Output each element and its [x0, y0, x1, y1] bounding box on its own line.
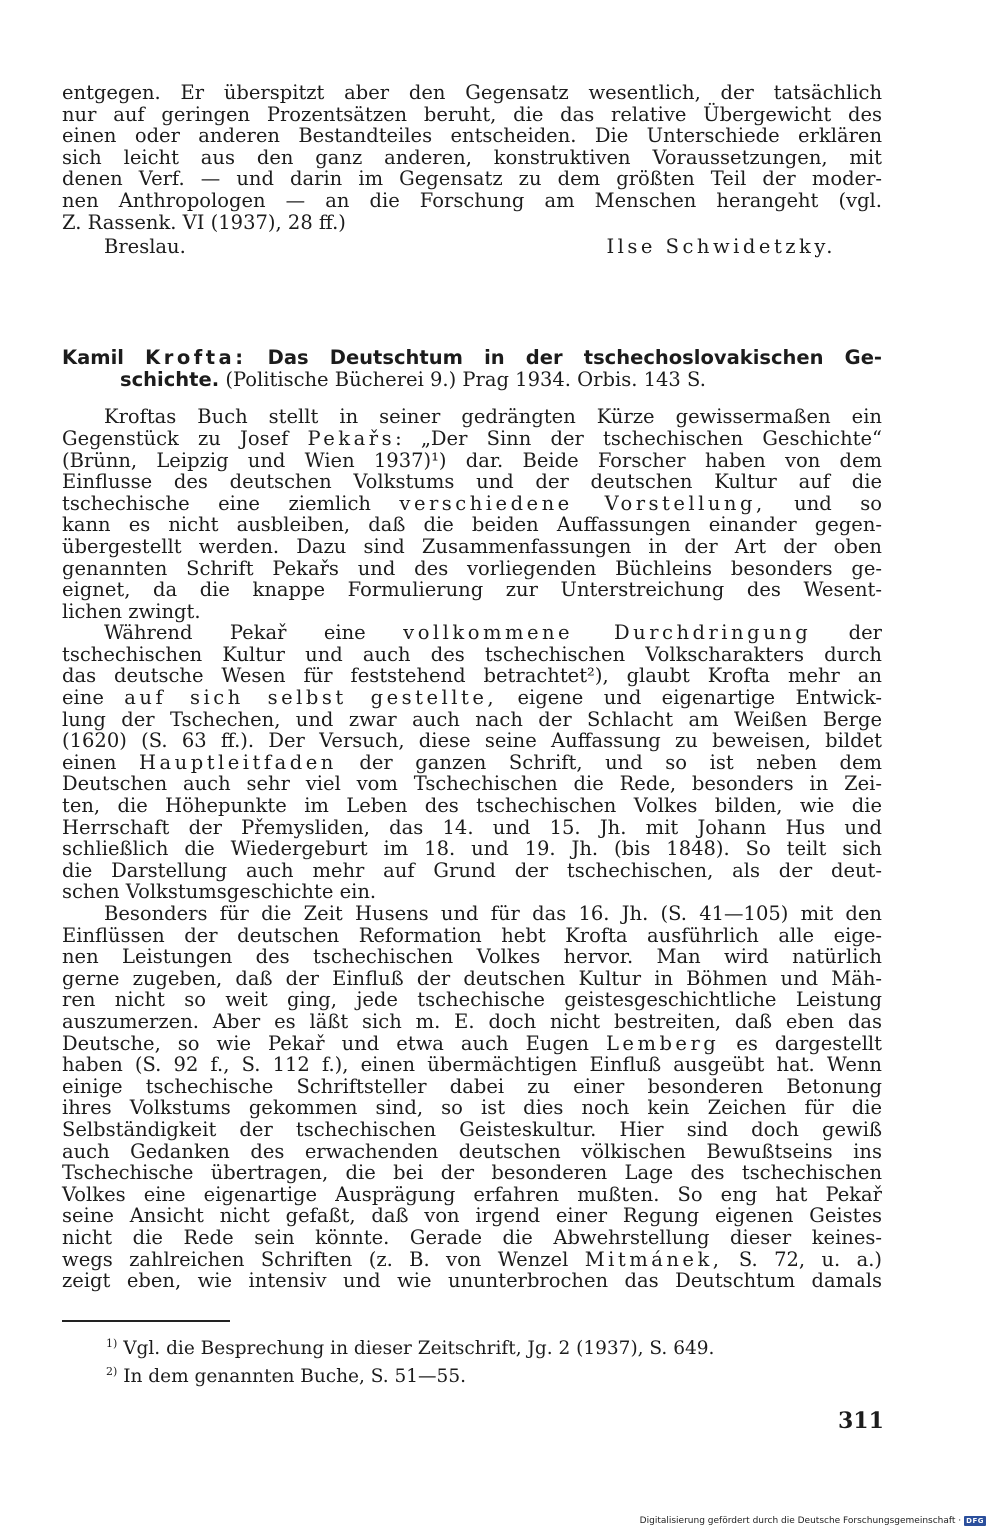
text-line: Einflüssen der deutschen Reformation hebt Krofta ausführlich alle eige-	[62, 923, 882, 947]
review-author-first: Kamil	[62, 346, 124, 370]
text-span: einen	[62, 750, 117, 774]
text-line: das deutsche Wesen für feststehend betrachtet²), glaubt Krofta mehr an	[62, 664, 882, 688]
text-line: denen Verf. — und darin im Gegensatz zu dem größten Teil der moder-	[62, 167, 882, 191]
emphasis: auf sich selbst gestellte,	[124, 686, 498, 710]
text-line	[62, 493, 882, 515]
text-line: Volkes eine eigenartige Ausprägung erfahren mußten. So eng hat Pekař	[62, 1182, 882, 1206]
spaced-name: Pekařs	[307, 426, 396, 450]
text-line: seine Ansicht nicht gefaßt, daß von irgend einer Regung eigenen Geistes	[62, 1204, 882, 1228]
text-line	[62, 428, 882, 450]
text-line: die Darstellung auch mehr auf Grund der tschechischen, als der deut-	[62, 858, 882, 882]
footnote-divider	[62, 1320, 230, 1322]
text-line: (1620) (S. 63 ff.). Der Versuch, diese seine Auffassung zu beweisen, bildet	[62, 729, 882, 753]
text-line: entgegen. Er überspitzt aber den Gegensatz wesentlich, der tatsächlich	[62, 81, 882, 104]
text-line: ten, die Höhepunkte im Leben des tschechischen Volkes bilden, wie die	[62, 794, 882, 818]
text-span: der	[848, 621, 882, 645]
text-line: lung der Tschechen, und zwar auch nach der Schlacht am Weißen Berge	[62, 707, 882, 731]
footnotes	[62, 1332, 882, 1388]
text-span: tschechische eine ziemlich	[62, 491, 371, 515]
paragraph-2	[62, 622, 882, 903]
dfg-logo-icon: DFG	[966, 1517, 984, 1525]
text-line: Tschechische übertragen, die bei der besonderen Lage des tschechischen	[62, 1161, 882, 1185]
text-line: nen Leistungen des tschechischen Volkes hervor. Man wird natürlich	[62, 945, 882, 969]
emphasis: verschiedene Vorstellung,	[399, 491, 766, 515]
footnote-text: Vgl. die Besprechung in dieser Zeitschrift, Jg. 2 (1937), S. 649.	[123, 1337, 715, 1359]
text-line: Kroftas Buch stellt in seiner gedrängten Kürze gewissermaßen ein	[104, 405, 882, 429]
text-line: Besonders für die Zeit Husens und für das 16. Jh. (S. 41—105) mit den	[104, 902, 882, 925]
text-line: übergestellt werden. Dazu sind Zusammenfassungen in der Art der oben	[62, 534, 882, 558]
signature	[62, 235, 882, 261]
text-line: schließlich die Wiedergeburt im 18. und 19. Jh. (bis 1848). So teilt sich	[62, 837, 882, 861]
emphasis: Hauptleitfaden	[139, 750, 337, 774]
text-line: (Brünn, Leipzig und Wien 1937)¹) dar. Beide Forscher haben von dem	[62, 448, 882, 472]
text-line: genannten Schrift Pekařs und des vorliegenden Büchleins besonders ge-	[62, 556, 882, 580]
footnote-mark: 2)	[106, 1364, 118, 1378]
text-span: : „Der Sinn der tschechischen Geschichte“	[395, 426, 882, 450]
text-line: nur auf geringen Prozentsätzen beruht, die das relative Übergewicht des	[62, 102, 882, 126]
review-heading	[62, 347, 882, 390]
text-line: zeigt eben, wie intensiv und wie ununterbrochen das Deutschtum damals	[62, 1269, 882, 1293]
paragraph-1	[62, 406, 882, 622]
spaced-name: Mitmánek,	[584, 1247, 723, 1271]
credit-text: Digitalisierung gefördert durch die Deutsche Forschungsgemeinschaft ·	[639, 1516, 962, 1526]
review-heading-line-1	[62, 347, 882, 369]
page-content	[62, 82, 882, 1388]
review-title-2: schichte.	[120, 367, 220, 391]
text-line: haben (S. 92 f., S. 112 f.), einen übermächtigen Einfluß ausgeübt hat. Wenn	[62, 1053, 882, 1077]
text-line: tschechischen Kultur und auch des tschechischen Volkscharakters durch	[62, 642, 882, 666]
footnote-2	[62, 1360, 882, 1388]
text-line: schen Volkstumsgeschichte ein.	[62, 880, 377, 904]
text-line: ihres Volkstums gekommen sind, so ist dies noch kein Zeichen für die	[62, 1096, 882, 1120]
digitization-credit	[640, 1516, 986, 1526]
text-line: auszumerzen. Aber es läßt sich m. E. doch nicht bestreiten, daß eben das	[62, 1009, 882, 1033]
text-span: eine	[62, 686, 104, 710]
text-span: Während Pekař eine	[104, 621, 366, 645]
text-line: Einflusse des deutschen Volkstums und der deutschen Kultur auf die	[62, 470, 882, 494]
text-span: S. 72, u. a.)	[738, 1247, 883, 1271]
review-heading-line-2	[62, 369, 882, 391]
review-title-1: Das Deutschtum in der tschechoslovakischen Ge-	[267, 346, 883, 370]
review-publication: (Politische Bücherei 9.) Prag 1934. Orbis. 143 S.	[225, 367, 706, 391]
signature-place: Breslau.	[104, 235, 186, 259]
text-span: wegs zahlreichen Schriften (z. B. von Wenzel	[62, 1247, 569, 1271]
text-line: Deutschen auch sehr viel vom Tschechischen die Rede, besonders in Zei-	[62, 772, 882, 796]
text-line	[62, 1249, 882, 1271]
text-line: einen oder anderen Bestandteiles entscheiden. Die Unterschiede erklären	[62, 124, 882, 148]
text-span: eigene und eigenartige Entwick-	[517, 686, 882, 710]
signature-author: Ilse Schwidetzky.	[606, 235, 836, 259]
text-line	[62, 752, 882, 774]
footnote-1	[62, 1332, 882, 1360]
text-span: Deutsche, so wie Pekař und etwa auch Eugen	[62, 1031, 589, 1055]
text-line: kann es nicht ausbleiben, daß die beiden Auffassungen einander gegen-	[62, 513, 882, 537]
text-line: ren nicht so weit ging, jede tschechische geistesgeschichtliche Leistung	[62, 988, 882, 1012]
text-line: Herrschaft der Přemysliden, das 14. und 15. Jh. mit Johann Hus und	[62, 815, 882, 839]
text-line: Selbständigkeit der tschechischen Geisteskultur. Hier sind doch gewiß	[62, 1117, 882, 1141]
text-span: Gegenstück zu Josef	[62, 426, 289, 450]
text-line: eignet, da die knappe Formulierung zur Unterstreichung des Wesent-	[62, 578, 882, 602]
text-line: auch Gedanken des erwachenden deutschen völkischen Bewußtseins ins	[62, 1139, 882, 1163]
spaced-name: Lemberg	[605, 1031, 720, 1055]
top-paragraph	[62, 82, 882, 233]
text-line	[62, 687, 882, 709]
text-span: es dargestellt	[736, 1031, 882, 1055]
text-line: lichen zwingt.	[62, 599, 201, 623]
text-line: Z. Rassenk. VI (1937), 28 ff.)	[62, 210, 346, 234]
text-line: nicht die Rede sein könnte. Gerade die Abwehrstellung dieser keines-	[62, 1225, 882, 1249]
footnote-text: In dem genannten Buche, S. 51—55.	[123, 1366, 466, 1387]
text-span: und so	[794, 491, 882, 515]
footnote-mark: 1)	[106, 1336, 118, 1350]
text-line	[62, 622, 882, 644]
paragraph-3	[62, 903, 882, 1292]
page-number: 311	[838, 1408, 884, 1434]
text-line	[62, 1033, 882, 1055]
text-line: einige tschechische Schriftsteller dabei zu einer besonderen Betonung	[62, 1074, 882, 1098]
review-author-last: Krofta:	[145, 346, 247, 370]
text-line: sich leicht aus den ganz anderen, konstruktiven Voraussetzungen, mit	[62, 145, 882, 169]
emphasis: vollkommene Durchdringung	[403, 621, 812, 645]
text-line: gerne zugeben, daß der Einfluß der deutschen Kultur in Böhmen und Mäh-	[62, 966, 882, 990]
text-span: der ganzen Schrift, und so ist neben dem	[359, 750, 883, 774]
text-line: nen Anthropologen — an die Forschung am Menschen herangeht (vgl.	[62, 188, 882, 212]
